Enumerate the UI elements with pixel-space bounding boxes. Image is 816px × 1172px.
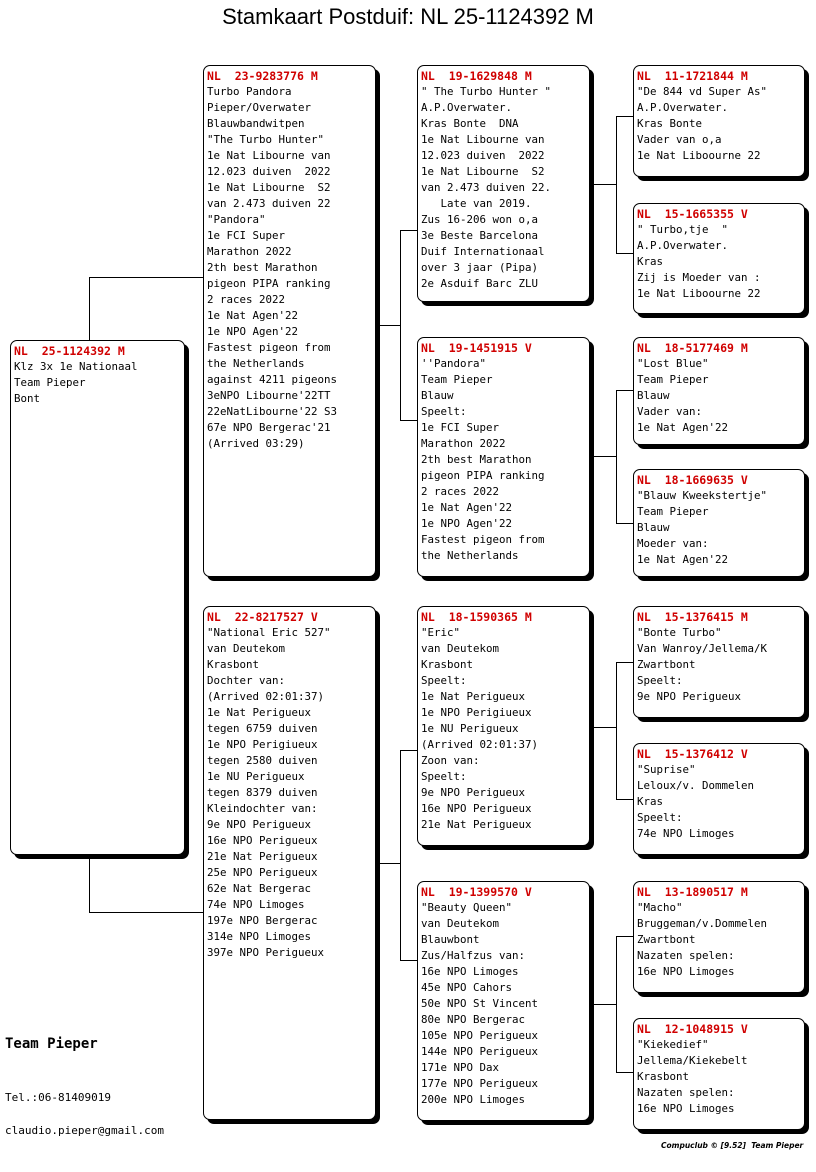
- info-line: "Suprise": [637, 763, 696, 776]
- info-line: 21e Nat Perigueux: [207, 850, 318, 863]
- info-line: Zwartbont: [637, 658, 696, 671]
- info-line: "Beauty Queen": [421, 901, 513, 914]
- footer-name: Team Pieper: [5, 1036, 98, 1052]
- connector-line: [616, 116, 633, 117]
- connector-line: [400, 230, 401, 420]
- info-line: 2th best Marathon: [207, 261, 318, 274]
- info-line: van Deutekom: [421, 917, 500, 930]
- info-line: 3e Beste Barcelona: [421, 229, 539, 242]
- info-line: Kras: [637, 795, 664, 808]
- connector-line: [616, 662, 617, 799]
- connector-line: [616, 936, 617, 1072]
- pigeon-card-fm: [417, 337, 590, 577]
- pigeon-card-mfm: [633, 743, 805, 855]
- info-line: Team Pieper: [14, 376, 86, 389]
- info-line: Blauw: [421, 389, 454, 402]
- info-line: Speelt:: [421, 405, 467, 418]
- info-line: 45e NPO Cahors: [421, 981, 513, 994]
- info-line: "De 844 vd Super As": [637, 85, 768, 98]
- info-line: Krasbont: [421, 658, 474, 671]
- info-line: Klz 3x 1e Nationaal: [14, 360, 138, 373]
- info-line: Speelt:: [637, 811, 683, 824]
- info-line: 1e Nat Libourne S2: [207, 181, 331, 194]
- pigeon-card-ff: [417, 65, 590, 302]
- info-line: 2 races 2022: [207, 293, 286, 306]
- connector-line: [616, 1072, 633, 1073]
- info-line: tegen 2580 duiven: [207, 754, 318, 767]
- info-line: (Arrived 03:29): [207, 437, 305, 450]
- pigeon-info: [14, 359, 181, 407]
- info-line: tegen 6759 duiven: [207, 722, 318, 735]
- info-line: Nazaten spelen:: [637, 949, 735, 962]
- connector-line: [590, 1004, 616, 1005]
- pigeon-info: [207, 625, 372, 961]
- info-line: 9e NPO Perigueux: [637, 690, 742, 703]
- info-line: (Arrived 02:01:37): [421, 738, 539, 751]
- info-line: Blauw: [637, 521, 670, 534]
- info-line: Krasbont: [207, 658, 260, 671]
- info-line: 25e NPO Perigueux: [207, 866, 318, 879]
- info-line: Moeder van:: [637, 537, 709, 550]
- info-line: "The Turbo Hunter": [207, 133, 325, 146]
- info-line: Pieper/Overwater: [207, 101, 312, 114]
- info-line: Team Pieper: [637, 505, 709, 518]
- info-line: pigeon PIPA ranking: [207, 277, 331, 290]
- connector-line: [400, 960, 417, 961]
- info-line: 105e NPO Perigueux: [421, 1029, 539, 1042]
- info-line: Late van 2019.: [421, 197, 532, 210]
- ring-number: NL 15-1376412 V: [637, 747, 748, 761]
- ring-number: NL 23-9283776 M: [207, 69, 318, 83]
- info-line: 197e NPO Bergerac: [207, 914, 318, 927]
- footer-credit: Compuclub © [9.52] Team Pieper: [661, 1141, 804, 1150]
- info-line: ''Pandora": [421, 357, 487, 370]
- info-line: over 3 jaar (Pipa): [421, 261, 539, 274]
- info-line: 1e FCI Super: [421, 421, 500, 434]
- pigeon-info: [637, 762, 801, 842]
- info-line: A.P.Overwater.: [637, 239, 729, 252]
- connector-line: [400, 750, 417, 751]
- info-line: pigeon PIPA ranking: [421, 469, 545, 482]
- info-line: "Blauw Kweekstertje": [637, 489, 768, 502]
- info-line: Kleindochter van:: [207, 802, 318, 815]
- ring-number: NL 25-1124392 M: [14, 344, 125, 358]
- info-line: 1e Nat Agen'22: [207, 309, 299, 322]
- connector-line: [400, 750, 401, 960]
- connector-line: [616, 936, 633, 937]
- info-line: Bruggeman/v.Dommelen: [637, 917, 768, 930]
- info-line: van Deutekom: [421, 642, 500, 655]
- pigeon-info: [421, 900, 586, 1108]
- info-line: 50e NPO St Vincent: [421, 997, 539, 1010]
- info-line: Zus 16-206 won o,a: [421, 213, 539, 226]
- pigeon-info: [421, 625, 586, 833]
- info-line: 9e NPO Perigueux: [207, 818, 312, 831]
- info-line: 1e Nat Liboourne 22: [637, 149, 761, 162]
- info-line: Van Wanroy/Jellema/K: [637, 642, 768, 655]
- info-line: 62e Nat Bergerac: [207, 882, 312, 895]
- info-line: Nazaten spelen:: [637, 1086, 735, 1099]
- info-line: " The Turbo Hunter ": [421, 85, 552, 98]
- pigeon-card-fmf: [633, 337, 805, 445]
- info-line: Duif Internationaal: [421, 245, 545, 258]
- info-line: 12.023 duiven 2022: [421, 149, 545, 162]
- pigeon-info: [637, 222, 801, 302]
- info-line: 2 races 2022: [421, 485, 500, 498]
- info-line: Jellema/Kiekebelt: [637, 1054, 748, 1067]
- info-line: Team Pieper: [637, 373, 709, 386]
- info-line: 1e Nat Agen'22: [637, 421, 729, 434]
- pigeon-info: [421, 356, 586, 564]
- pigeon-card-fff: [633, 65, 805, 177]
- info-line: 21e Nat Perigueux: [421, 818, 532, 831]
- info-line: 2e Asduif Barc ZLU: [421, 277, 539, 290]
- info-line: 177e NPO Perigueux: [421, 1077, 539, 1090]
- info-line: Speelt:: [421, 674, 467, 687]
- info-line: Turbo Pandora: [207, 85, 292, 98]
- ring-number: NL 15-1376415 M: [637, 610, 748, 624]
- ring-number: NL 19-1629848 M: [421, 69, 532, 83]
- connector-line: [89, 277, 90, 340]
- info-line: "Kiekedief": [637, 1038, 709, 1051]
- info-line: 74e NPO Limoges: [207, 898, 305, 911]
- ring-number: NL 12-1048915 V: [637, 1022, 748, 1036]
- info-line: Vader van:: [637, 405, 703, 418]
- info-line: Fastest pigeon from: [207, 341, 331, 354]
- info-line: 1e Nat Libourne van: [421, 133, 545, 146]
- ring-number: NL 13-1890517 M: [637, 885, 748, 899]
- info-line: "Eric": [421, 626, 461, 639]
- pigeon-card-mff: [633, 606, 805, 718]
- connector-line: [616, 390, 633, 391]
- info-line: A.P.Overwater.: [637, 101, 729, 114]
- info-line: 200e NPO Limoges: [421, 1093, 526, 1106]
- connector-line: [376, 325, 401, 326]
- info-line: 1e Nat Perigueux: [207, 706, 312, 719]
- info-line: van 2.473 duiven 22.: [421, 181, 552, 194]
- info-line: 1e Nat Libourne van: [207, 149, 331, 162]
- info-line: 2th best Marathon: [421, 453, 532, 466]
- info-line: 3eNPO Libourne'22TT: [207, 389, 331, 402]
- info-line: 1e NU Perigueux: [421, 722, 519, 735]
- info-line: " Turbo,tje ": [637, 223, 729, 236]
- info-line: "Lost Blue": [637, 357, 709, 370]
- connector-line: [616, 390, 617, 523]
- pigeon-card-father: [203, 65, 376, 577]
- connector-line: [400, 230, 417, 231]
- connector-line: [616, 253, 633, 254]
- info-line: 1e Nat Perigueux: [421, 690, 526, 703]
- info-line: 1e NU Perigueux: [207, 770, 305, 783]
- info-line: Zij is Moeder van :: [637, 271, 761, 284]
- ring-number: NL 19-1399570 V: [421, 885, 532, 899]
- pigeon-info: [637, 356, 801, 436]
- connector-line: [89, 855, 90, 912]
- pigeon-info: [207, 84, 372, 452]
- pigeon-card-mm: [417, 881, 590, 1121]
- pigeon-card-mmf: [633, 881, 805, 993]
- info-line: 314e NPO Limoges: [207, 930, 312, 943]
- info-line: 171e NPO Dax: [421, 1061, 500, 1074]
- connector-line: [616, 662, 633, 663]
- info-line: tegen 8379 duiven: [207, 786, 318, 799]
- ring-number: NL 19-1451915 V: [421, 341, 532, 355]
- ring-number: NL 22-8217527 V: [207, 610, 318, 624]
- info-line: "Pandora": [207, 213, 266, 226]
- info-line: "National Eric 527": [207, 626, 331, 639]
- info-line: 1e Nat Agen'22: [421, 501, 513, 514]
- info-line: Vader van o,a: [637, 133, 722, 146]
- info-line: 1e Nat Agen'22: [637, 553, 729, 566]
- info-line: the Netherlands: [207, 357, 305, 370]
- connector-line: [590, 456, 616, 457]
- info-line: 16e NPO Limoges: [421, 965, 519, 978]
- info-line: (Arrived 02:01:37): [207, 690, 325, 703]
- pigeon-info: [637, 900, 801, 980]
- info-line: Team Pieper: [421, 373, 493, 386]
- pigeon-info: [637, 84, 801, 164]
- pigeon-card-fmm: [633, 469, 805, 577]
- info-line: "Macho": [637, 901, 683, 914]
- info-line: Speelt:: [637, 674, 683, 687]
- info-line: 1e Nat Libourne S2: [421, 165, 545, 178]
- ring-number: NL 18-5177469 M: [637, 341, 748, 355]
- pigeon-card-ffm: [633, 203, 805, 314]
- connector-line: [89, 912, 203, 913]
- info-line: 67e NPO Bergerac'21: [207, 421, 331, 434]
- info-line: 1e NPO Perigiueux: [207, 738, 318, 751]
- info-line: Zwartbont: [637, 933, 696, 946]
- connector-line: [89, 277, 203, 278]
- info-line: Krasbont: [637, 1070, 690, 1083]
- ring-number: NL 15-1665355 V: [637, 207, 748, 221]
- info-line: 12.023 duiven 2022: [207, 165, 331, 178]
- info-line: "Bonte Turbo": [637, 626, 722, 639]
- info-line: van Deutekom: [207, 642, 286, 655]
- footer-email[interactable]: claudio.pieper@gmail.com: [5, 1124, 164, 1137]
- info-line: 16e NPO Perigueux: [207, 834, 318, 847]
- info-line: Zoon van:: [421, 754, 480, 767]
- connector-line: [590, 727, 616, 728]
- info-line: 16e NPO Perigueux: [421, 802, 532, 815]
- info-line: 1e FCI Super: [207, 229, 286, 242]
- info-line: 16e NPO Limoges: [637, 1102, 735, 1115]
- info-line: 9e NPO Perigueux: [421, 786, 526, 799]
- info-line: 144e NPO Perigueux: [421, 1045, 539, 1058]
- pigeon-card-subject: [10, 340, 185, 855]
- footer-phone: Tel.:06-81409019: [5, 1091, 111, 1104]
- page-title: Stamkaart Postduif: NL 25-1124392 M: [222, 4, 594, 29]
- connector-line: [616, 799, 633, 800]
- info-line: Fastest pigeon from: [421, 533, 545, 546]
- info-line: Zus/Halfzus van:: [421, 949, 526, 962]
- info-line: Marathon 2022: [421, 437, 506, 450]
- info-line: Speelt:: [421, 770, 467, 783]
- info-line: 1e NPO Agen'22: [421, 517, 513, 530]
- pigeon-card-mother: [203, 606, 376, 1120]
- info-line: Kras Bonte DNA: [421, 117, 519, 130]
- info-line: 1e NPO Perigiueux: [421, 706, 532, 719]
- info-line: 1e Nat Liboourne 22: [637, 287, 761, 300]
- info-line: against 4211 pigeons: [207, 373, 338, 386]
- info-line: 1e NPO Agen'22: [207, 325, 299, 338]
- info-line: Blauwbandwitpen: [207, 117, 305, 130]
- pigeon-info: [637, 1037, 801, 1117]
- pigeon-card-mmm: [633, 1018, 805, 1130]
- info-line: Kras Bonte: [637, 117, 703, 130]
- connector-line: [616, 523, 633, 524]
- info-line: 16e NPO Limoges: [637, 965, 735, 978]
- ring-number: NL 18-1590365 M: [421, 610, 532, 624]
- info-line: 397e NPO Perigueux: [207, 946, 325, 959]
- info-line: 80e NPO Bergerac: [421, 1013, 526, 1026]
- pigeon-info: [637, 488, 801, 568]
- info-line: Bont: [14, 392, 41, 405]
- info-line: 74e NPO Limoges: [637, 827, 735, 840]
- pigeon-card-mf: [417, 606, 590, 846]
- connector-line: [400, 420, 417, 421]
- ring-number: NL 18-1669635 V: [637, 473, 748, 487]
- connector-line: [616, 116, 617, 253]
- info-line: Marathon 2022: [207, 245, 292, 258]
- connector-line: [376, 863, 401, 864]
- info-line: van 2.473 duiven 22: [207, 197, 331, 210]
- connector-line: [590, 184, 616, 185]
- pigeon-info: [637, 625, 801, 705]
- info-line: Dochter van:: [207, 674, 286, 687]
- info-line: Blauwbont: [421, 933, 480, 946]
- info-line: Kras: [637, 255, 664, 268]
- ring-number: NL 11-1721844 M: [637, 69, 748, 83]
- info-line: A.P.Overwater.: [421, 101, 513, 114]
- info-line: 22eNatLibourne'22 S3: [207, 405, 338, 418]
- info-line: the Netherlands: [421, 549, 519, 562]
- pigeon-info: [421, 84, 586, 292]
- info-line: Blauw: [637, 389, 670, 402]
- info-line: Leloux/v. Dommelen: [637, 779, 755, 792]
